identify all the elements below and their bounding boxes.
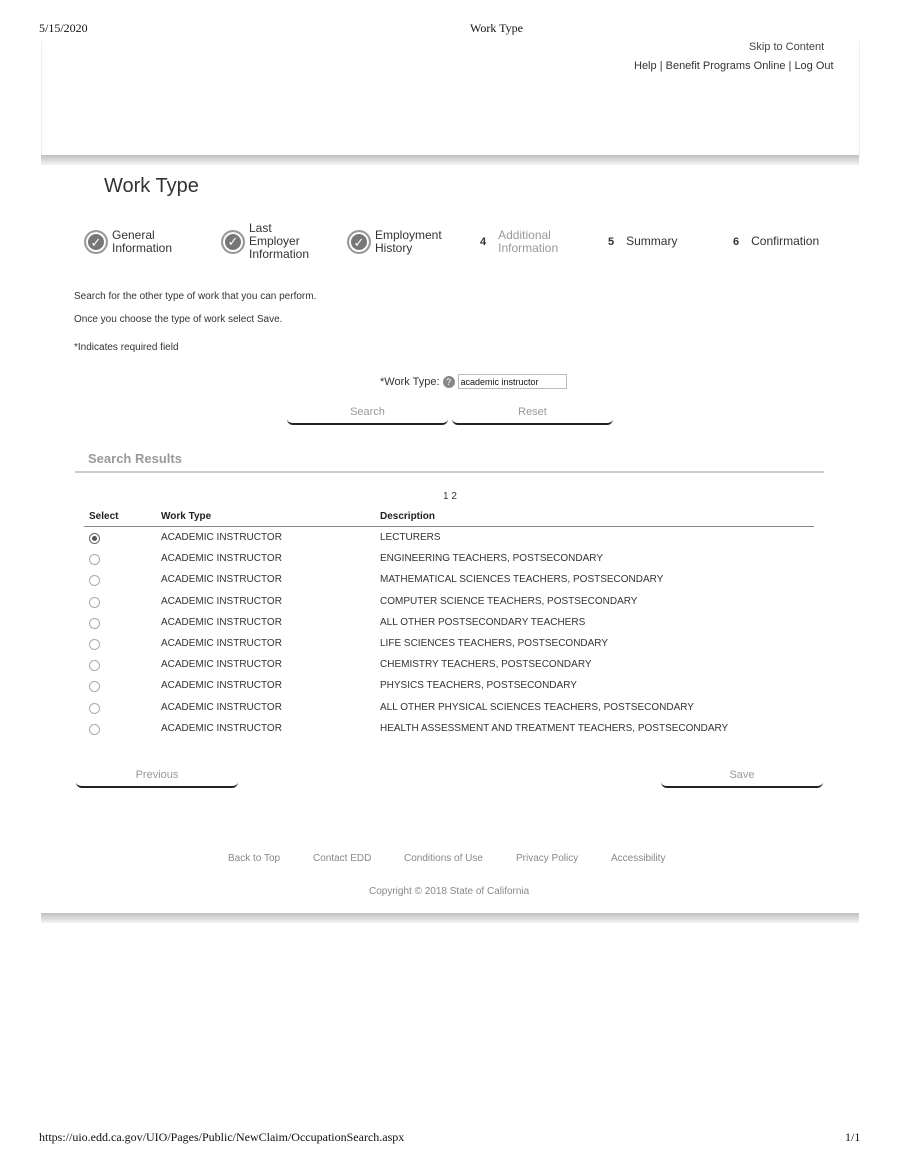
description-cell: LECTURERS xyxy=(380,532,441,543)
step-summary xyxy=(608,235,677,248)
table-row[interactable] xyxy=(0,532,900,553)
column-header-description: Description xyxy=(380,511,436,522)
step-label: Last xyxy=(249,221,272,235)
work-type-cell: ACADEMIC INSTRUCTOR xyxy=(161,722,282,734)
search-results-heading: Search Results xyxy=(88,451,182,466)
page-link-1[interactable]: 1 xyxy=(443,491,449,502)
contact-edd-link[interactable]: Contact EDD xyxy=(313,853,372,864)
step-label: Information xyxy=(112,241,173,255)
search-button[interactable]: Search xyxy=(287,403,448,425)
step-number: 6 xyxy=(733,235,740,248)
print-page-count: 1/1 xyxy=(845,1130,861,1144)
select-radio[interactable] xyxy=(89,660,100,671)
description-cell: ENGINEERING TEACHERS, POSTSECONDARY xyxy=(380,553,604,565)
divider xyxy=(75,471,824,473)
work-type-cell: ACADEMIC INSTRUCTOR xyxy=(161,638,282,649)
description-cell: LIFE SCIENCES TEACHERS, POSTSECONDARY xyxy=(380,638,609,649)
separator: | xyxy=(659,60,663,72)
work-type-cell: ACADEMIC INSTRUCTOR xyxy=(161,553,282,565)
reset-button[interactable]: Reset xyxy=(452,403,613,425)
column-header-select: Select xyxy=(89,511,119,522)
select-radio[interactable] xyxy=(89,724,100,735)
pagination xyxy=(443,491,457,502)
description-cell: COMPUTER SCIENCE TEACHERS, POSTSECONDARY xyxy=(380,595,638,607)
checkmark-icon: ✓ xyxy=(84,230,108,254)
previous-button[interactable]: Previous xyxy=(76,766,238,788)
benefit-programs-link[interactable]: Benefit Programs Online xyxy=(665,60,786,72)
save-button[interactable]: Save xyxy=(661,766,823,788)
step-label: Additional xyxy=(498,228,551,242)
work-type-input[interactable] xyxy=(458,374,567,389)
divider xyxy=(84,526,814,527)
description-cell: MATHEMATICAL SCIENCES TEACHERS, POSTSECONDARY xyxy=(380,574,664,586)
select-radio[interactable] xyxy=(89,554,100,565)
privacy-policy-link[interactable]: Privacy Policy xyxy=(516,853,579,864)
work-type-cell: ACADEMIC INSTRUCTOR xyxy=(161,595,282,607)
print-doc-title: Work Type xyxy=(470,21,523,35)
footer-divider xyxy=(41,913,859,923)
skip-to-content-link[interactable]: Skip to Content xyxy=(749,41,825,53)
column-header-work-type: Work Type xyxy=(161,511,212,522)
table-row[interactable] xyxy=(0,638,900,659)
step-label: Information xyxy=(498,241,559,255)
step-label: Employment xyxy=(375,228,442,242)
table-row[interactable] xyxy=(0,702,900,723)
print-url: https://uio.edd.ca.gov/UIO/Pages/Public/NewClaim/OccupationSearch.aspx xyxy=(39,1130,405,1144)
table-row[interactable] xyxy=(0,596,900,617)
step-number: 4 xyxy=(480,236,487,248)
work-type-cell: ACADEMIC INSTRUCTOR xyxy=(161,532,282,543)
work-type-cell: ACADEMIC INSTRUCTOR xyxy=(161,659,282,671)
step-general-information xyxy=(84,229,172,255)
header-divider xyxy=(41,155,859,165)
step-last-employer xyxy=(221,222,309,261)
help-link[interactable]: Help xyxy=(634,60,657,72)
step-label: General xyxy=(112,228,155,242)
description-cell: PHYSICS TEACHERS, POSTSECONDARY xyxy=(380,680,577,692)
separator: | xyxy=(788,60,792,72)
checkmark-icon: ✓ xyxy=(347,230,371,254)
step-label: Summary xyxy=(626,234,678,248)
step-label: History xyxy=(375,241,413,255)
table-row[interactable] xyxy=(0,574,900,595)
description-cell: ALL OTHER PHYSICAL SCIENCES TEACHERS, POSTSECONDARY xyxy=(380,701,694,713)
site-header xyxy=(41,41,860,156)
table-row[interactable] xyxy=(0,553,900,574)
instruction-text: Once you choose the type of work select Save. xyxy=(74,314,283,325)
step-label: Employer xyxy=(249,234,300,248)
select-radio[interactable] xyxy=(89,703,100,714)
table-row[interactable] xyxy=(0,680,900,701)
conditions-of-use-link[interactable]: Conditions of Use xyxy=(404,853,483,864)
work-type-cell: ACADEMIC INSTRUCTOR xyxy=(161,574,282,586)
instruction-text: Search for the other type of work that you can perform. xyxy=(74,291,317,302)
step-additional-information xyxy=(480,229,558,255)
select-radio[interactable] xyxy=(89,639,100,650)
utility-links xyxy=(634,60,834,72)
work-type-cell: ACADEMIC INSTRUCTOR xyxy=(161,680,282,692)
description-cell: ALL OTHER POSTSECONDARY TEACHERS xyxy=(380,616,586,628)
work-type-field-row xyxy=(380,374,567,389)
select-radio[interactable] xyxy=(89,533,100,544)
select-radio[interactable] xyxy=(89,597,100,608)
step-label: Confirmation xyxy=(751,234,820,248)
table-row[interactable] xyxy=(0,659,900,680)
question-icon[interactable]: ? xyxy=(443,376,455,388)
step-number: 5 xyxy=(608,235,615,248)
select-radio[interactable] xyxy=(89,618,100,629)
table-row[interactable] xyxy=(0,617,900,638)
accessibility-link[interactable]: Accessibility xyxy=(611,853,666,864)
select-radio[interactable] xyxy=(89,681,100,692)
required-field-note: *Indicates required field xyxy=(74,342,179,353)
description-cell: HEALTH ASSESSMENT AND TREATMENT TEACHERS, POSTSECONDARY xyxy=(380,722,729,734)
step-employment-history xyxy=(347,229,442,255)
select-radio[interactable] xyxy=(89,575,100,586)
print-date: 5/15/2020 xyxy=(39,21,88,35)
description-cell: CHEMISTRY TEACHERS, POSTSECONDARY xyxy=(380,659,592,671)
checkmark-icon: ✓ xyxy=(221,230,245,254)
page-title: Work Type xyxy=(104,175,199,197)
step-label: Information xyxy=(249,247,310,261)
logout-link[interactable]: Log Out xyxy=(794,60,834,72)
work-type-cell: ACADEMIC INSTRUCTOR xyxy=(161,616,282,628)
copyright: Copyright © 2018 State of California xyxy=(369,886,530,897)
step-confirmation xyxy=(733,235,819,248)
back-to-top-link[interactable]: Back to Top xyxy=(228,853,281,864)
work-type-label: *Work Type: xyxy=(380,375,440,388)
work-type-cell: ACADEMIC INSTRUCTOR xyxy=(161,701,282,713)
page-link-2[interactable]: 2 xyxy=(451,491,457,502)
table-row[interactable] xyxy=(0,723,900,744)
